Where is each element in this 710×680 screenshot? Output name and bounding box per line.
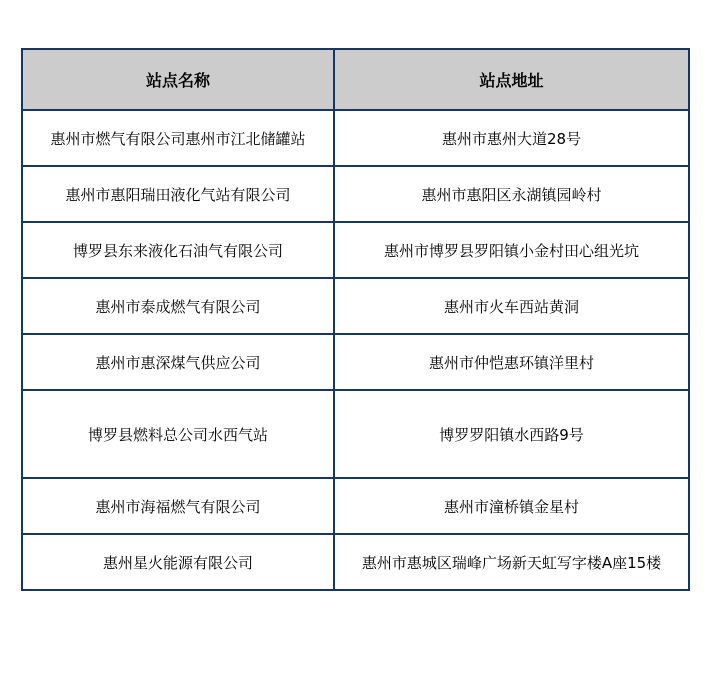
table-header-row [22, 49, 689, 110]
site-address-cell: 惠州市惠阳区永湖镇园岭村 [334, 166, 689, 222]
site-address-cell: 惠州市火车西站黄洞 [334, 278, 689, 334]
table-row [22, 222, 689, 278]
site-name-cell: 博罗县东来液化石油气有限公司 [22, 222, 334, 278]
column-header-site-address: 站点地址 [334, 49, 689, 110]
site-address-cell: 惠州市博罗县罗阳镇小金村田心组光坑 [334, 222, 689, 278]
site-name-cell: 惠州市燃气有限公司惠州市江北储罐站 [22, 110, 334, 166]
site-name-cell: 惠州市海福燃气有限公司 [22, 478, 334, 534]
site-address-cell: 惠州市仲恺惠环镇洋里村 [334, 334, 689, 390]
table-row [22, 534, 689, 590]
table-row [22, 110, 689, 166]
table-row [22, 278, 689, 334]
site-table [21, 48, 690, 591]
site-name-cell: 惠州市惠阳瑞田液化气站有限公司 [22, 166, 334, 222]
site-address-cell: 惠州市惠城区瑞峰广场新天虹写字楼A座15楼 [334, 534, 689, 590]
site-address-cell: 惠州市潼桥镇金星村 [334, 478, 689, 534]
table-row [22, 166, 689, 222]
site-name-cell: 博罗县燃料总公司水西气站 [22, 390, 334, 478]
site-address-cell: 惠州市惠州大道28号 [334, 110, 689, 166]
table-row [22, 478, 689, 534]
table-row [22, 390, 689, 478]
site-name-cell: 惠州市惠深煤气供应公司 [22, 334, 334, 390]
site-name-cell: 惠州星火能源有限公司 [22, 534, 334, 590]
site-name-cell: 惠州市泰成燃气有限公司 [22, 278, 334, 334]
table-row [22, 334, 689, 390]
column-header-site-name: 站点名称 [22, 49, 334, 110]
site-address-cell: 博罗罗阳镇水西路9号 [334, 390, 689, 478]
